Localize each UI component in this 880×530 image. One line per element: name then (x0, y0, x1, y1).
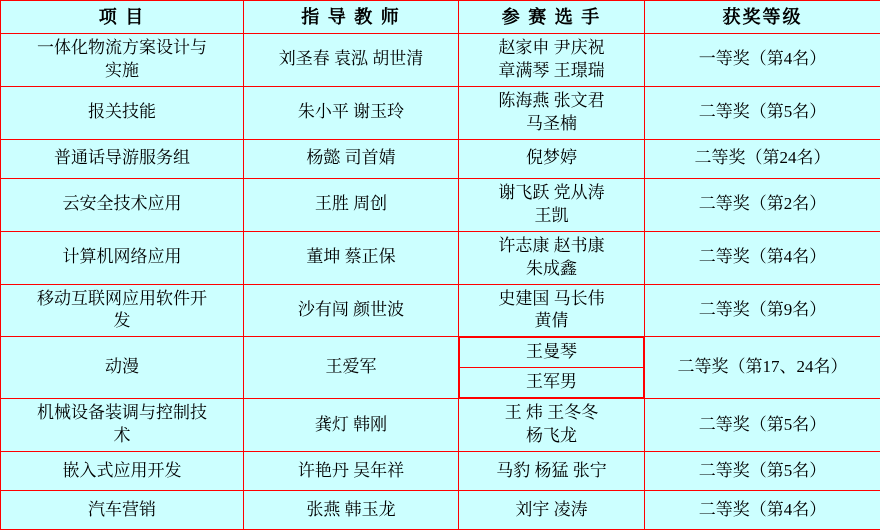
text-line: 朱成鑫 (463, 258, 640, 281)
cell-students (459, 491, 645, 530)
text-line: 杨懿 司首婧 (248, 147, 454, 170)
cell-students (459, 178, 645, 231)
cell-project (1, 231, 244, 284)
text-line: 二等奖（第5名） (649, 101, 876, 124)
text-line: 二等奖（第4名） (649, 246, 876, 269)
column-header-project: 项 目 (1, 1, 244, 34)
cell-award (645, 452, 880, 491)
text-line: 王军男 (460, 368, 644, 398)
text-line: 动漫 (5, 356, 239, 379)
cell-students (459, 284, 645, 337)
table-row (1, 231, 880, 284)
cell-project (1, 491, 244, 530)
cell-award (645, 337, 880, 399)
text-line: 王曼琴 (460, 338, 644, 368)
text-line: 一等奖（第4名） (649, 48, 876, 71)
text-line: 刘宇 凌涛 (463, 499, 640, 522)
text-line: 赵家申 尹庆祝 (463, 37, 640, 60)
text-line: 王胜 周创 (248, 193, 454, 216)
cell-project (1, 139, 244, 178)
cell-award (645, 284, 880, 337)
text-line: 朱小平 谢玉玲 (248, 101, 454, 124)
cell-students (459, 86, 645, 139)
text-line: 机械设备装调与控制技 (5, 402, 239, 425)
table-row (1, 139, 880, 178)
cell-students (459, 139, 645, 178)
text-line: 陈海燕 张文君 (463, 90, 640, 113)
text-line: 二等奖（第5名） (649, 414, 876, 437)
cell-project (1, 34, 244, 87)
text-line: 报关技能 (5, 101, 239, 124)
table-row (1, 284, 880, 337)
text-line: 谢飞跃 党从涛 (463, 182, 640, 205)
text-line: 实施 (5, 60, 239, 83)
cell-project (1, 399, 244, 452)
text-line: 黄倩 (463, 310, 640, 333)
cell-award (645, 491, 880, 530)
text-line: 二等奖（第24名） (649, 147, 876, 170)
text-line: 移动互联网应用软件开 (5, 288, 239, 311)
cell-teachers (244, 231, 459, 284)
cell-students (459, 34, 645, 87)
cell-teachers (244, 34, 459, 87)
text-line: 术 (5, 425, 239, 448)
text-line: 二等奖（第2名） (649, 193, 876, 216)
cell-students (459, 452, 645, 491)
text-line: 杨飞龙 (463, 425, 640, 448)
text-line: 王 炜 王冬冬 (463, 402, 640, 425)
cell-students (459, 399, 645, 452)
table-row (1, 491, 880, 530)
text-line: 王凯 (463, 205, 640, 228)
cell-teachers (244, 337, 459, 399)
table-header-row (1, 1, 880, 34)
cell-teachers (244, 452, 459, 491)
table-row (1, 86, 880, 139)
text-line: 二等奖（第4名） (649, 499, 876, 522)
table-row (1, 178, 880, 231)
cell-teachers (244, 491, 459, 530)
text-line: 沙有闯 颜世波 (248, 299, 454, 322)
cell-students-split (459, 337, 645, 399)
text-line: 云安全技术应用 (5, 193, 239, 216)
table-row (1, 34, 880, 87)
text-line: 一体化物流方案设计与 (5, 37, 239, 60)
text-line: 董坤 蔡正保 (248, 246, 454, 269)
text-line: 许艳丹 吴年祥 (248, 460, 454, 483)
text-line: 二等奖（第9名） (649, 299, 876, 322)
column-header-teachers: 指 导 教 师 (244, 1, 459, 34)
cell-award (645, 231, 880, 284)
text-line: 许志康 赵书康 (463, 235, 640, 258)
cell-project (1, 337, 244, 399)
cell-teachers (244, 86, 459, 139)
text-line: 二等奖（第17、24名） (649, 356, 876, 379)
cell-project (1, 178, 244, 231)
text-line: 马豹 杨猛 张宁 (463, 460, 640, 483)
text-line: 刘圣春 袁泓 胡世清 (248, 48, 454, 71)
text-line: 汽车营销 (5, 499, 239, 522)
students-split-table (459, 337, 644, 398)
text-line: 章满琴 王璟瑞 (463, 60, 640, 83)
cell-project (1, 284, 244, 337)
text-line: 计算机网络应用 (5, 246, 239, 269)
text-line: 嵌入式应用开发 (5, 460, 239, 483)
cell-teachers (244, 139, 459, 178)
cell-teachers (244, 399, 459, 452)
text-line: 张燕 韩玉龙 (248, 499, 454, 522)
text-line: 普通话导游服务组 (5, 147, 239, 170)
cell-award (645, 139, 880, 178)
cell-award (645, 399, 880, 452)
text-line: 王爱军 (248, 356, 454, 379)
column-header-award: 获奖等级 (645, 1, 880, 34)
table-row (1, 452, 880, 491)
cell-students (459, 231, 645, 284)
table-row (1, 337, 880, 399)
text-line: 龚灯 韩刚 (248, 414, 454, 437)
student-subrow (460, 368, 644, 398)
cell-award (645, 178, 880, 231)
cell-award (645, 86, 880, 139)
cell-project (1, 452, 244, 491)
cell-teachers (244, 178, 459, 231)
student-subrow (460, 338, 644, 368)
cell-project (1, 86, 244, 139)
cell-teachers (244, 284, 459, 337)
text-line: 马圣楠 (463, 113, 640, 136)
text-line: 史建国 马长伟 (463, 288, 640, 311)
text-line: 发 (5, 310, 239, 333)
text-line: 二等奖（第5名） (649, 460, 876, 483)
cell-award (645, 34, 880, 87)
column-header-students: 参 赛 选 手 (459, 1, 645, 34)
text-line: 倪梦婷 (463, 147, 640, 170)
table-row (1, 399, 880, 452)
